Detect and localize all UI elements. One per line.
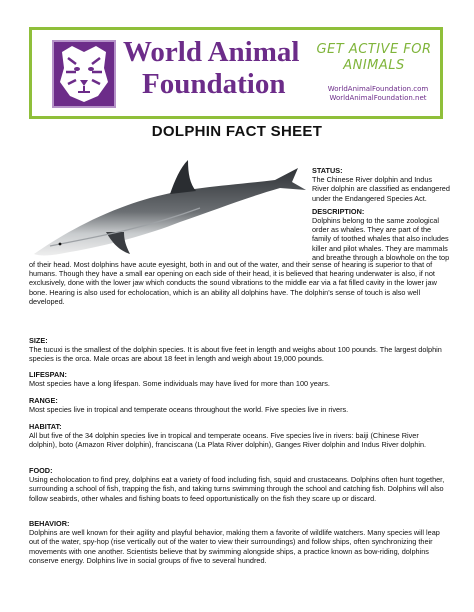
website-link-net[interactable]: WorldAnimalFoundation.net bbox=[329, 94, 427, 102]
description-continued bbox=[29, 260, 445, 306]
lifespan-section bbox=[29, 370, 445, 388]
description-text-full: of their head. Most dolphins have acute eyesight, both in and out of the water, and their sense of hearing is superior to that of humans. Though they have a small ear opening on each side of their head, it is believed that hearing underwater is also, if not exclusively, done with the lower jaw which conducts the sound vibrations to the middle ear via a fat filled cavity in the lower jaw bone. Hearing is also used for echolocation, which is an ability all dolphins have. The dolphin's sense of touch is also well developed. bbox=[29, 260, 437, 306]
behavior-heading: BEHAVIOR: bbox=[29, 519, 70, 528]
tagline-line1: GET ACTIVE FOR bbox=[316, 42, 432, 57]
behavior-text: Dolphins are well known for their agility and playful behavior, making them a favorite of wildlife watchers. Many species will leap out of the water, spy-hop (rise vertically out of the water to view their surroundings) and follow ships, often synchronizing their movements with one another. Scientists believe that by swimming alongside ships, a practice known as bow-riding, dolphins conserve energy. Dolphins live in social groups of five to several hundred. bbox=[29, 528, 440, 565]
dolphin-image bbox=[30, 150, 310, 265]
status-text: The Chinese River dolphin and Indus River dolphin are classified as endangered under the Endangered Species Act. bbox=[312, 175, 450, 203]
org-name-line2: Foundation bbox=[142, 68, 286, 100]
range-section bbox=[29, 396, 445, 414]
organization-name bbox=[123, 36, 338, 100]
habitat-section bbox=[29, 422, 445, 450]
status-heading: STATUS: bbox=[312, 166, 343, 175]
size-heading: SIZE: bbox=[29, 336, 48, 345]
tiger-face-logo-icon[interactable] bbox=[52, 40, 116, 108]
tagline bbox=[313, 42, 435, 74]
status-section bbox=[312, 166, 450, 203]
habitat-text: All but five of the 34 dolphin species live in tropical and temperate oceans. Five species live in rivers: baiji (Chinese River dolphin), boto (Amazon River dolphin), franciscana (La Plata River dolphin), Ganges River dolphin and Indus River dolphin. bbox=[29, 431, 427, 450]
description-text-side: Dolphins belong to the same zoological order as whales. They are part of the family of toothed whales that also includes killer and pilot whales. They are mammals and breathe through a blowhole on the top bbox=[312, 216, 450, 262]
behavior-section bbox=[29, 519, 445, 565]
lifespan-heading: LIFESPAN: bbox=[29, 370, 67, 379]
description-heading: DESCRIPTION: bbox=[312, 206, 365, 216]
header-banner bbox=[29, 27, 443, 119]
size-section bbox=[29, 336, 445, 364]
food-heading: FOOD: bbox=[29, 466, 53, 475]
side-column bbox=[312, 166, 450, 266]
habitat-heading: HABITAT: bbox=[29, 422, 62, 431]
food-text: Using echolocation to find prey, dolphins eat a variety of food including fish, squid and crustaceans. Dolphins often hunt together, surrounding a school of fish, trapping the fish, and taking turns swimming through the school and catching fish. Dolphins will also follow seabirds, other whales and fishing boats to feed opportunistically on the fish they scare up or discard. bbox=[29, 475, 445, 503]
size-text: The tucuxi is the smallest of the dolphin species. It is about five feet in length and weighs about 100 pounds. The largest dolphin species is the orca. Male orcas are about 18 feet in length and weigh about 19,000 pounds. bbox=[29, 345, 442, 364]
org-name-line1: World Animal bbox=[123, 36, 300, 68]
food-section bbox=[29, 466, 445, 503]
range-heading: RANGE: bbox=[29, 396, 58, 405]
website-links bbox=[321, 85, 435, 103]
tagline-line2: ANIMALS bbox=[343, 58, 405, 73]
lifespan-text: Most species have a long lifespan. Some individuals may have lived for more than 100 years. bbox=[29, 379, 330, 389]
description-section-side bbox=[312, 207, 450, 262]
range-text: Most species live in tropical and temperate oceans throughout the world. Five species live in rivers. bbox=[29, 405, 349, 415]
page-title: DOLPHIN FACT SHEET bbox=[151, 123, 323, 140]
website-link-com[interactable]: WorldAnimalFoundation.com bbox=[327, 85, 429, 93]
